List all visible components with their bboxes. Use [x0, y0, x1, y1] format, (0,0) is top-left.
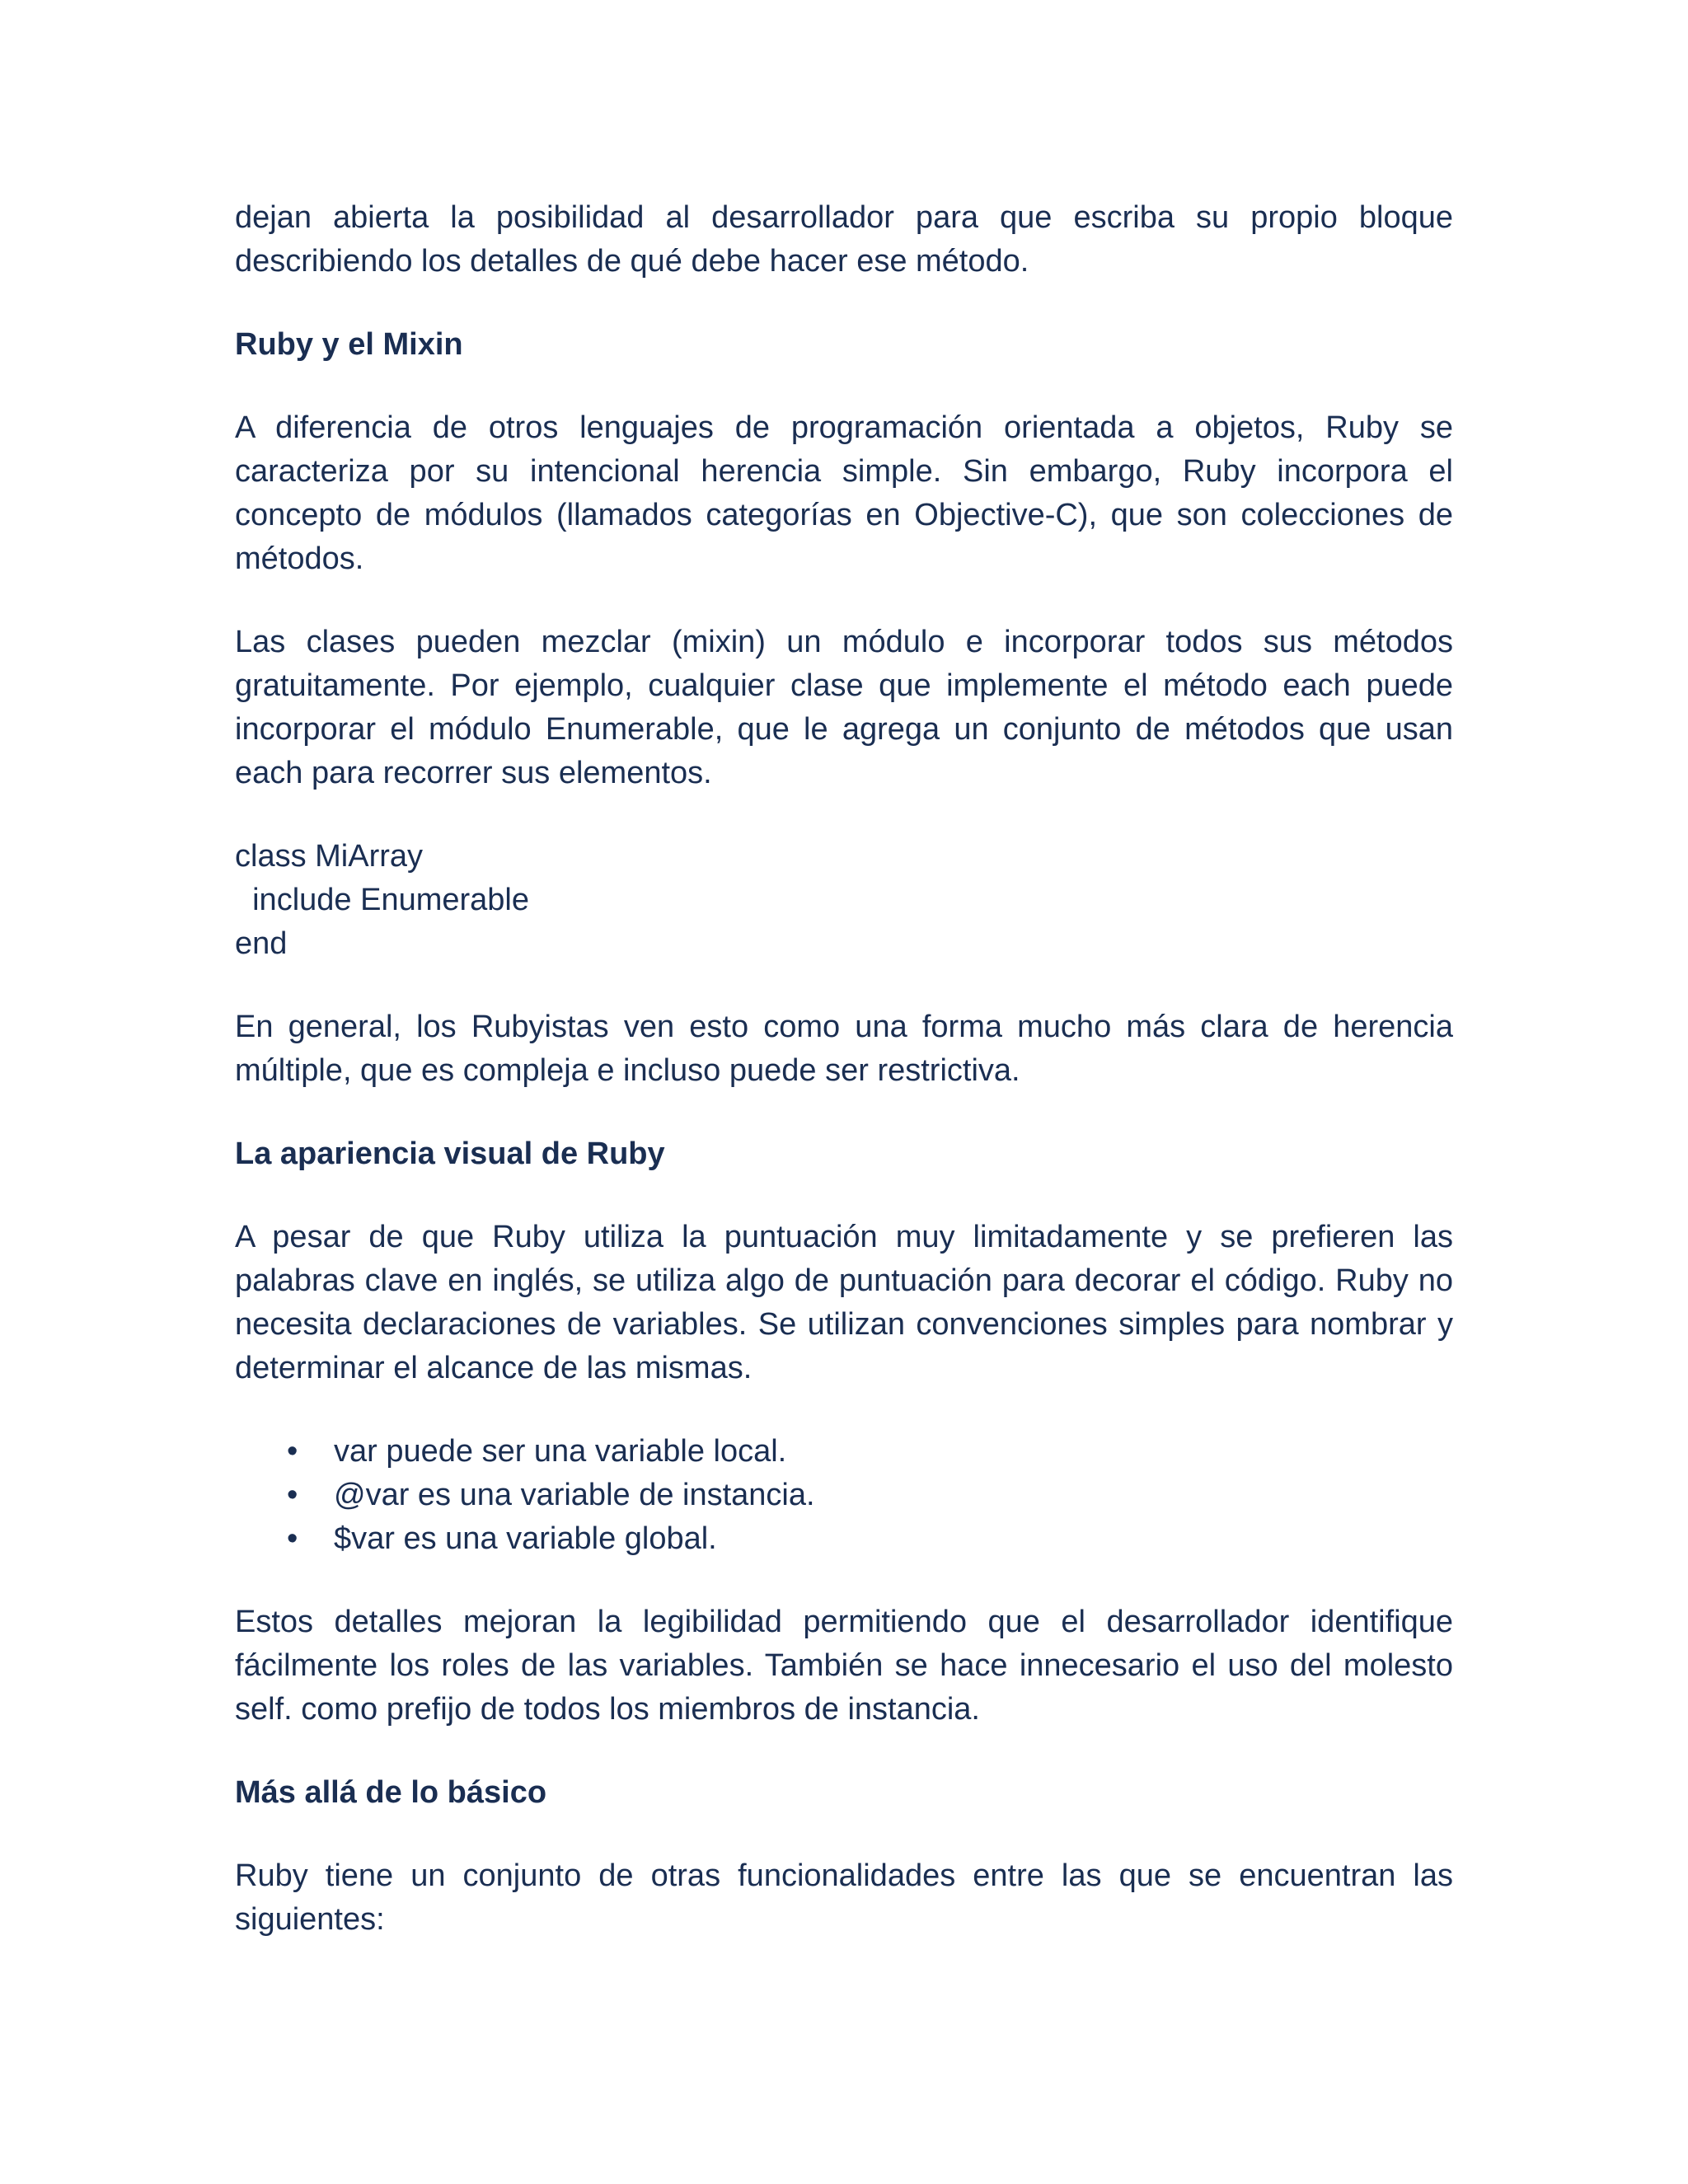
- intro-continuation-paragraph: dejan abierta la posibilidad al desarrollador para que escriba su propio bloque describiendo los detalles de qué debe hacer ese método.: [235, 200, 1453, 279]
- heading-visual-appearance: La apariencia visual de Ruby: [235, 1137, 665, 1171]
- list-item-text: @var es una variable de instancia.: [334, 1478, 815, 1512]
- visual-paragraph-1: A pesar de que Ruby utiliza la puntuación muy limitadamente y se prefieren las palabras clave en inglés, se utiliza algo de puntuación para decorar el código. Ruby no necesita declaraciones de variables. Se utilizan convenciones simples para nombrar y determinar el alcance de las mismas.: [235, 1220, 1453, 1385]
- mixin-paragraph-2: Las clases pueden mezclar (mixin) un módulo e incorporar todos sus métodos gratuitamente. Por ejemplo, cualquier clase que implemente el método each puede incorporar el módulo Enumerable, que le agrega un conjunto de métodos que usan each para recorrer sus elementos.: [235, 625, 1453, 790]
- beyond-paragraph-1: Ruby tiene un conjunto de otras funcionalidades entre las que se encuentran las siguientes:: [235, 1858, 1453, 1937]
- variable-convention-list: [235, 1430, 1453, 1561]
- code-line-3: end: [235, 926, 288, 961]
- list-item: [235, 1430, 1453, 1474]
- heading-beyond-basics: Más allá de lo básico: [235, 1775, 547, 1810]
- bullet-icon: •: [287, 1434, 298, 1469]
- list-item: [235, 1517, 1453, 1561]
- list-item: [235, 1474, 1453, 1517]
- bullet-icon: •: [287, 1478, 298, 1512]
- code-snippet: [235, 835, 1453, 966]
- list-item-text: var puede ser una variable local.: [334, 1434, 787, 1469]
- code-line-2: include Enumerable: [235, 883, 529, 917]
- heading-ruby-mixin: Ruby y el Mixin: [235, 327, 463, 362]
- mixin-paragraph-3: En general, los Rubyistas ven esto como una forma mucho más clara de herencia múltiple, que es compleja e incluso puede ser restrictiva.: [235, 1010, 1453, 1088]
- visual-paragraph-2: Estos detalles mejoran la legibilidad permitiendo que el desarrollador identifique fácilmente los roles de las variables. También se hace innecesario el uso del molesto self. como prefijo de todos los miembros de instancia.: [235, 1605, 1453, 1727]
- mixin-paragraph-1: A diferencia de otros lenguajes de programación orientada a objetos, Ruby se caracteriza por su intencional herencia simple. Sin embargo, Ruby incorpora el concepto de módulos (llamados categorías en Objective-C), que son colecciones de métodos.: [235, 410, 1453, 576]
- list-item-text: $var es una variable global.: [334, 1521, 717, 1556]
- bullet-icon: •: [287, 1521, 298, 1556]
- code-line-1: class MiArray: [235, 839, 424, 874]
- document-page: [235, 196, 1453, 1942]
